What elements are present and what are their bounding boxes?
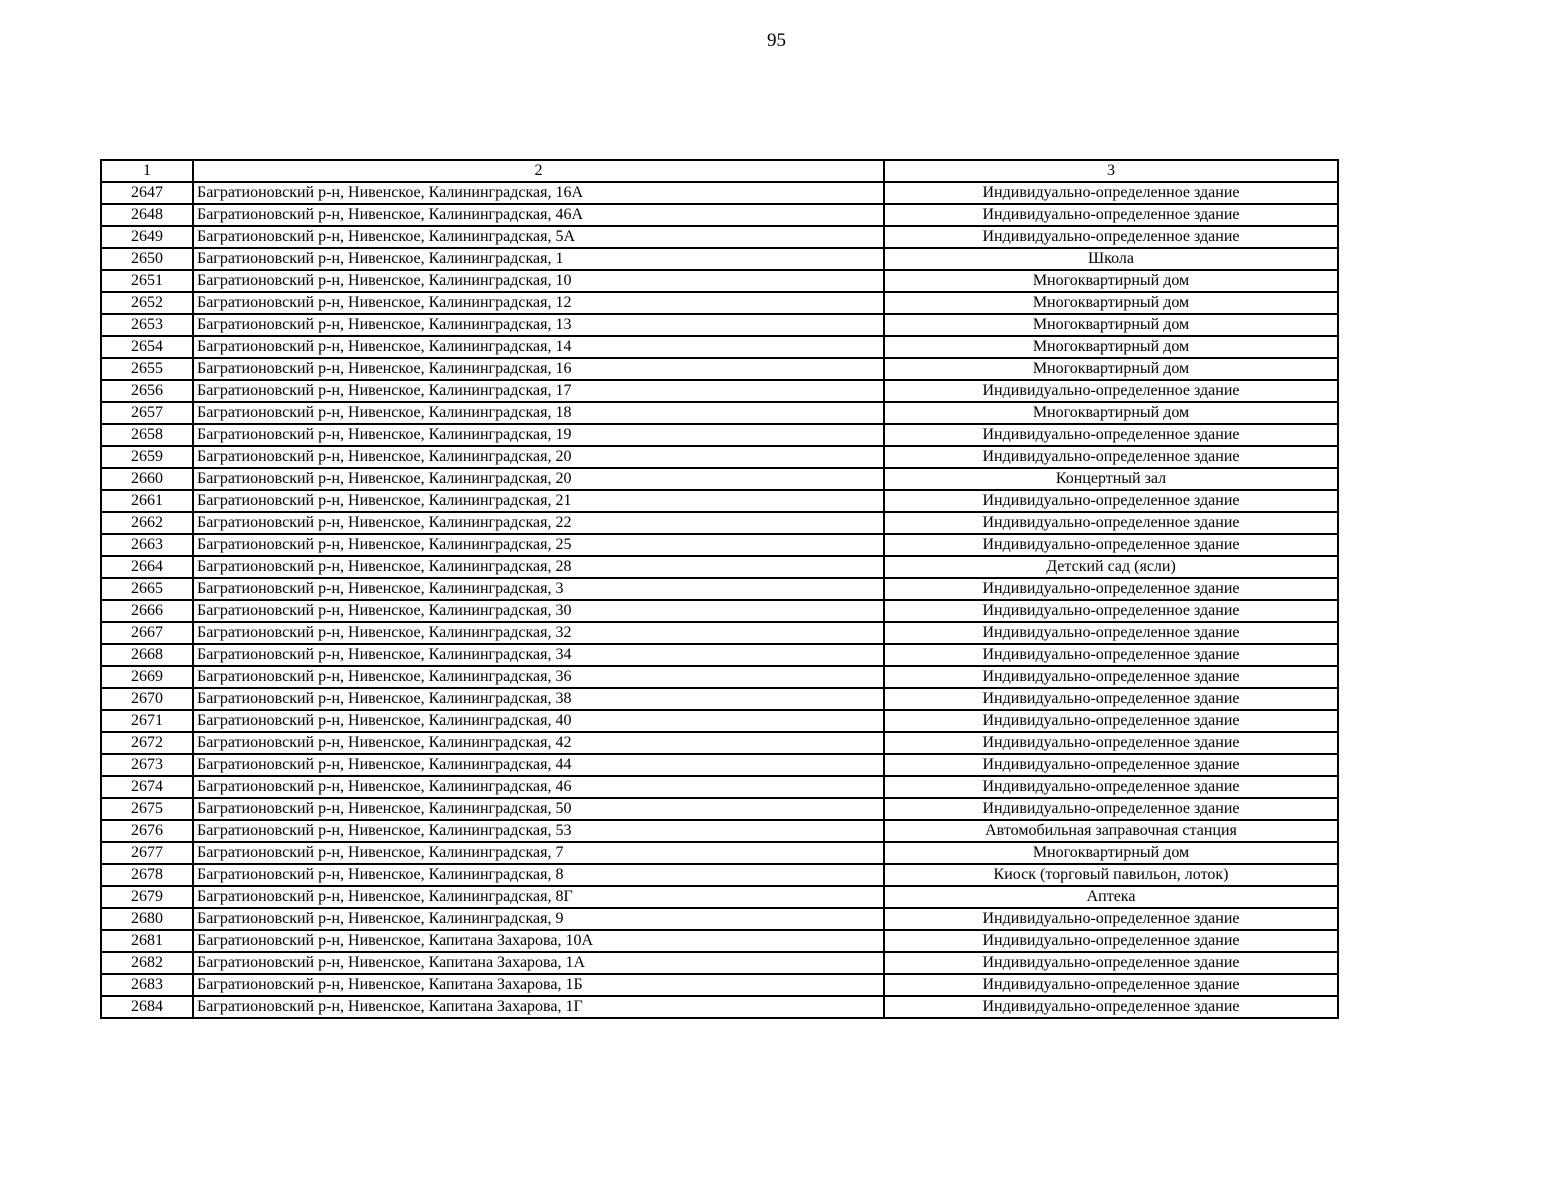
row-number-cell: 2651 bbox=[101, 270, 193, 292]
address-cell: Багратионовский р-н, Нивенское, Калининградская, 14 bbox=[193, 336, 884, 358]
object-type-cell: Многоквартирный дом bbox=[884, 842, 1338, 864]
object-type-cell: Индивидуально-определенное здание bbox=[884, 930, 1338, 952]
table-row bbox=[101, 358, 1338, 380]
row-number-cell: 2679 bbox=[101, 886, 193, 908]
address-cell: Багратионовский р-н, Нивенское, Калининградская, 8 bbox=[193, 864, 884, 886]
table-row bbox=[101, 930, 1338, 952]
row-number-cell: 2662 bbox=[101, 512, 193, 534]
address-cell: Багратионовский р-н, Нивенское, Калининградская, 53 bbox=[193, 820, 884, 842]
row-number-cell: 2673 bbox=[101, 754, 193, 776]
address-cell: Багратионовский р-н, Нивенское, Калининградская, 1 bbox=[193, 248, 884, 270]
row-number-cell: 2684 bbox=[101, 996, 193, 1018]
object-type-cell: Многоквартирный дом bbox=[884, 314, 1338, 336]
object-type-cell: Индивидуально-определенное здание bbox=[884, 908, 1338, 930]
address-cell: Багратионовский р-н, Нивенское, Калининградская, 40 bbox=[193, 710, 884, 732]
address-cell: Багратионовский р-н, Нивенское, Калининградская, 18 bbox=[193, 402, 884, 424]
object-type-cell: Индивидуально-определенное здание bbox=[884, 446, 1338, 468]
table-row bbox=[101, 468, 1338, 490]
table-row bbox=[101, 204, 1338, 226]
row-number-cell: 2657 bbox=[101, 402, 193, 424]
row-number-cell: 2666 bbox=[101, 600, 193, 622]
row-number-cell: 2656 bbox=[101, 380, 193, 402]
object-type-cell: Индивидуально-определенное здание bbox=[884, 644, 1338, 666]
row-number-cell: 2681 bbox=[101, 930, 193, 952]
object-type-cell: Киоск (торговый павильон, лоток) bbox=[884, 864, 1338, 886]
address-cell: Багратионовский р-н, Нивенское, Калининградская, 44 bbox=[193, 754, 884, 776]
table-row bbox=[101, 864, 1338, 886]
address-cell: Багратионовский р-н, Нивенское, Калининградская, 5А bbox=[193, 226, 884, 248]
object-type-cell: Многоквартирный дом bbox=[884, 336, 1338, 358]
table-row bbox=[101, 424, 1338, 446]
object-type-cell: Индивидуально-определенное здание bbox=[884, 622, 1338, 644]
table-row bbox=[101, 402, 1338, 424]
table-row bbox=[101, 556, 1338, 578]
row-number-cell: 2650 bbox=[101, 248, 193, 270]
table-row bbox=[101, 952, 1338, 974]
table-body bbox=[101, 182, 1338, 1018]
address-cell: Багратионовский р-н, Нивенское, Калининградская, 9 bbox=[193, 908, 884, 930]
row-number-cell: 2664 bbox=[101, 556, 193, 578]
table-row bbox=[101, 688, 1338, 710]
address-cell: Багратионовский р-н, Нивенское, Калининградская, 3 bbox=[193, 578, 884, 600]
table-row bbox=[101, 534, 1338, 556]
object-type-cell: Индивидуально-определенное здание bbox=[884, 666, 1338, 688]
table-row bbox=[101, 996, 1338, 1018]
header-col-2: 2 bbox=[193, 160, 884, 182]
address-cell: Багратионовский р-н, Нивенское, Калининградская, 12 bbox=[193, 292, 884, 314]
row-number-cell: 2680 bbox=[101, 908, 193, 930]
address-cell: Багратионовский р-н, Нивенское, Капитана Захарова, 10А bbox=[193, 930, 884, 952]
header-col-3: 3 bbox=[884, 160, 1338, 182]
page-number: 95 bbox=[767, 30, 786, 51]
table-row bbox=[101, 820, 1338, 842]
row-number-cell: 2682 bbox=[101, 952, 193, 974]
address-cell: Багратионовский р-н, Нивенское, Калининградская, 28 bbox=[193, 556, 884, 578]
table-row bbox=[101, 974, 1338, 996]
row-number-cell: 2659 bbox=[101, 446, 193, 468]
row-number-cell: 2669 bbox=[101, 666, 193, 688]
row-number-cell: 2649 bbox=[101, 226, 193, 248]
row-number-cell: 2654 bbox=[101, 336, 193, 358]
row-number-cell: 2683 bbox=[101, 974, 193, 996]
table-row bbox=[101, 292, 1338, 314]
address-cell: Багратионовский р-н, Нивенское, Калининградская, 16 bbox=[193, 358, 884, 380]
table-row bbox=[101, 908, 1338, 930]
object-type-cell: Индивидуально-определенное здание bbox=[884, 732, 1338, 754]
table-row bbox=[101, 842, 1338, 864]
address-cell: Багратионовский р-н, Нивенское, Калининградская, 30 bbox=[193, 600, 884, 622]
object-type-cell: Индивидуально-определенное здание bbox=[884, 578, 1338, 600]
table-row bbox=[101, 336, 1338, 358]
row-number-cell: 2670 bbox=[101, 688, 193, 710]
header-row bbox=[101, 160, 1338, 182]
object-type-cell: Индивидуально-определенное здание bbox=[884, 490, 1338, 512]
table-row bbox=[101, 490, 1338, 512]
object-type-cell: Концертный зал bbox=[884, 468, 1338, 490]
row-number-cell: 2655 bbox=[101, 358, 193, 380]
object-type-cell: Индивидуально-определенное здание bbox=[884, 974, 1338, 996]
object-type-cell: Индивидуально-определенное здание bbox=[884, 512, 1338, 534]
object-type-cell: Многоквартирный дом bbox=[884, 270, 1338, 292]
table-row bbox=[101, 776, 1338, 798]
table-row bbox=[101, 600, 1338, 622]
object-type-cell: Индивидуально-определенное здание bbox=[884, 996, 1338, 1018]
object-type-cell: Автомобильная заправочная станция bbox=[884, 820, 1338, 842]
row-number-cell: 2665 bbox=[101, 578, 193, 600]
table-row bbox=[101, 314, 1338, 336]
table-header bbox=[101, 160, 1338, 182]
object-type-cell: Индивидуально-определенное здание bbox=[884, 182, 1338, 204]
table-row bbox=[101, 710, 1338, 732]
table-row bbox=[101, 270, 1338, 292]
row-number-cell: 2661 bbox=[101, 490, 193, 512]
table-row bbox=[101, 754, 1338, 776]
object-type-cell: Индивидуально-определенное здание bbox=[884, 600, 1338, 622]
object-type-cell: Многоквартирный дом bbox=[884, 402, 1338, 424]
table-row bbox=[101, 578, 1338, 600]
table-row bbox=[101, 380, 1338, 402]
table-row bbox=[101, 182, 1338, 204]
row-number-cell: 2674 bbox=[101, 776, 193, 798]
address-cell: Багратионовский р-н, Нивенское, Калининградская, 21 bbox=[193, 490, 884, 512]
registry-table bbox=[100, 159, 1339, 1019]
row-number-cell: 2678 bbox=[101, 864, 193, 886]
address-cell: Багратионовский р-н, Нивенское, Калининградская, 34 bbox=[193, 644, 884, 666]
table-row bbox=[101, 644, 1338, 666]
row-number-cell: 2663 bbox=[101, 534, 193, 556]
row-number-cell: 2676 bbox=[101, 820, 193, 842]
table-row bbox=[101, 666, 1338, 688]
table-row bbox=[101, 886, 1338, 908]
address-cell: Багратионовский р-н, Нивенское, Калининградская, 20 bbox=[193, 446, 884, 468]
object-type-cell: Многоквартирный дом bbox=[884, 358, 1338, 380]
table-row bbox=[101, 248, 1338, 270]
row-number-cell: 2647 bbox=[101, 182, 193, 204]
address-cell: Багратионовский р-н, Нивенское, Калининградская, 42 bbox=[193, 732, 884, 754]
address-cell: Багратионовский р-н, Нивенское, Капитана Захарова, 1Б bbox=[193, 974, 884, 996]
object-type-cell: Индивидуально-определенное здание bbox=[884, 710, 1338, 732]
row-number-cell: 2658 bbox=[101, 424, 193, 446]
address-cell: Багратионовский р-н, Нивенское, Калининградская, 38 bbox=[193, 688, 884, 710]
table-row bbox=[101, 732, 1338, 754]
address-cell: Багратионовский р-н, Нивенское, Калининградская, 7 bbox=[193, 842, 884, 864]
address-cell: Багратионовский р-н, Нивенское, Калининградская, 20 bbox=[193, 468, 884, 490]
row-number-cell: 2652 bbox=[101, 292, 193, 314]
address-cell: Багратионовский р-н, Нивенское, Калининградская, 17 bbox=[193, 380, 884, 402]
object-type-cell: Детский сад (ясли) bbox=[884, 556, 1338, 578]
address-cell: Багратионовский р-н, Нивенское, Калининградская, 16А bbox=[193, 182, 884, 204]
address-cell: Багратионовский р-н, Нивенское, Капитана Захарова, 1А bbox=[193, 952, 884, 974]
table-row bbox=[101, 446, 1338, 468]
object-type-cell: Индивидуально-определенное здание bbox=[884, 798, 1338, 820]
object-type-cell: Индивидуально-определенное здание bbox=[884, 534, 1338, 556]
table-row bbox=[101, 512, 1338, 534]
object-type-cell: Аптека bbox=[884, 886, 1338, 908]
object-type-cell: Индивидуально-определенное здание bbox=[884, 688, 1338, 710]
address-cell: Багратионовский р-н, Нивенское, Калининградская, 8Г bbox=[193, 886, 884, 908]
address-cell: Багратионовский р-н, Нивенское, Калининградская, 32 bbox=[193, 622, 884, 644]
object-type-cell: Индивидуально-определенное здание bbox=[884, 424, 1338, 446]
row-number-cell: 2648 bbox=[101, 204, 193, 226]
address-cell: Багратионовский р-н, Нивенское, Калининградская, 46А bbox=[193, 204, 884, 226]
row-number-cell: 2671 bbox=[101, 710, 193, 732]
object-type-cell: Многоквартирный дом bbox=[884, 292, 1338, 314]
address-cell: Багратионовский р-н, Нивенское, Капитана Захарова, 1Г bbox=[193, 996, 884, 1018]
row-number-cell: 2675 bbox=[101, 798, 193, 820]
table-row bbox=[101, 622, 1338, 644]
address-cell: Багратионовский р-н, Нивенское, Калининградская, 19 bbox=[193, 424, 884, 446]
object-type-cell: Индивидуально-определенное здание bbox=[884, 204, 1338, 226]
row-number-cell: 2672 bbox=[101, 732, 193, 754]
address-cell: Багратионовский р-н, Нивенское, Калининградская, 46 bbox=[193, 776, 884, 798]
address-cell: Багратионовский р-н, Нивенское, Калининградская, 13 bbox=[193, 314, 884, 336]
address-cell: Багратионовский р-н, Нивенское, Калининградская, 25 bbox=[193, 534, 884, 556]
object-type-cell: Индивидуально-определенное здание bbox=[884, 776, 1338, 798]
object-type-cell: Индивидуально-определенное здание bbox=[884, 380, 1338, 402]
row-number-cell: 2660 bbox=[101, 468, 193, 490]
address-cell: Багратионовский р-н, Нивенское, Калининградская, 50 bbox=[193, 798, 884, 820]
table-row bbox=[101, 226, 1338, 248]
address-cell: Багратионовский р-н, Нивенское, Калининградская, 10 bbox=[193, 270, 884, 292]
object-type-cell: Индивидуально-определенное здание bbox=[884, 226, 1338, 248]
object-type-cell: Школа bbox=[884, 248, 1338, 270]
table-row bbox=[101, 798, 1338, 820]
row-number-cell: 2677 bbox=[101, 842, 193, 864]
row-number-cell: 2653 bbox=[101, 314, 193, 336]
row-number-cell: 2667 bbox=[101, 622, 193, 644]
header-col-1: 1 bbox=[101, 160, 193, 182]
row-number-cell: 2668 bbox=[101, 644, 193, 666]
object-type-cell: Индивидуально-определенное здание bbox=[884, 754, 1338, 776]
address-cell: Багратионовский р-н, Нивенское, Калининградская, 36 bbox=[193, 666, 884, 688]
object-type-cell: Индивидуально-определенное здание bbox=[884, 952, 1338, 974]
address-cell: Багратионовский р-н, Нивенское, Калининградская, 22 bbox=[193, 512, 884, 534]
